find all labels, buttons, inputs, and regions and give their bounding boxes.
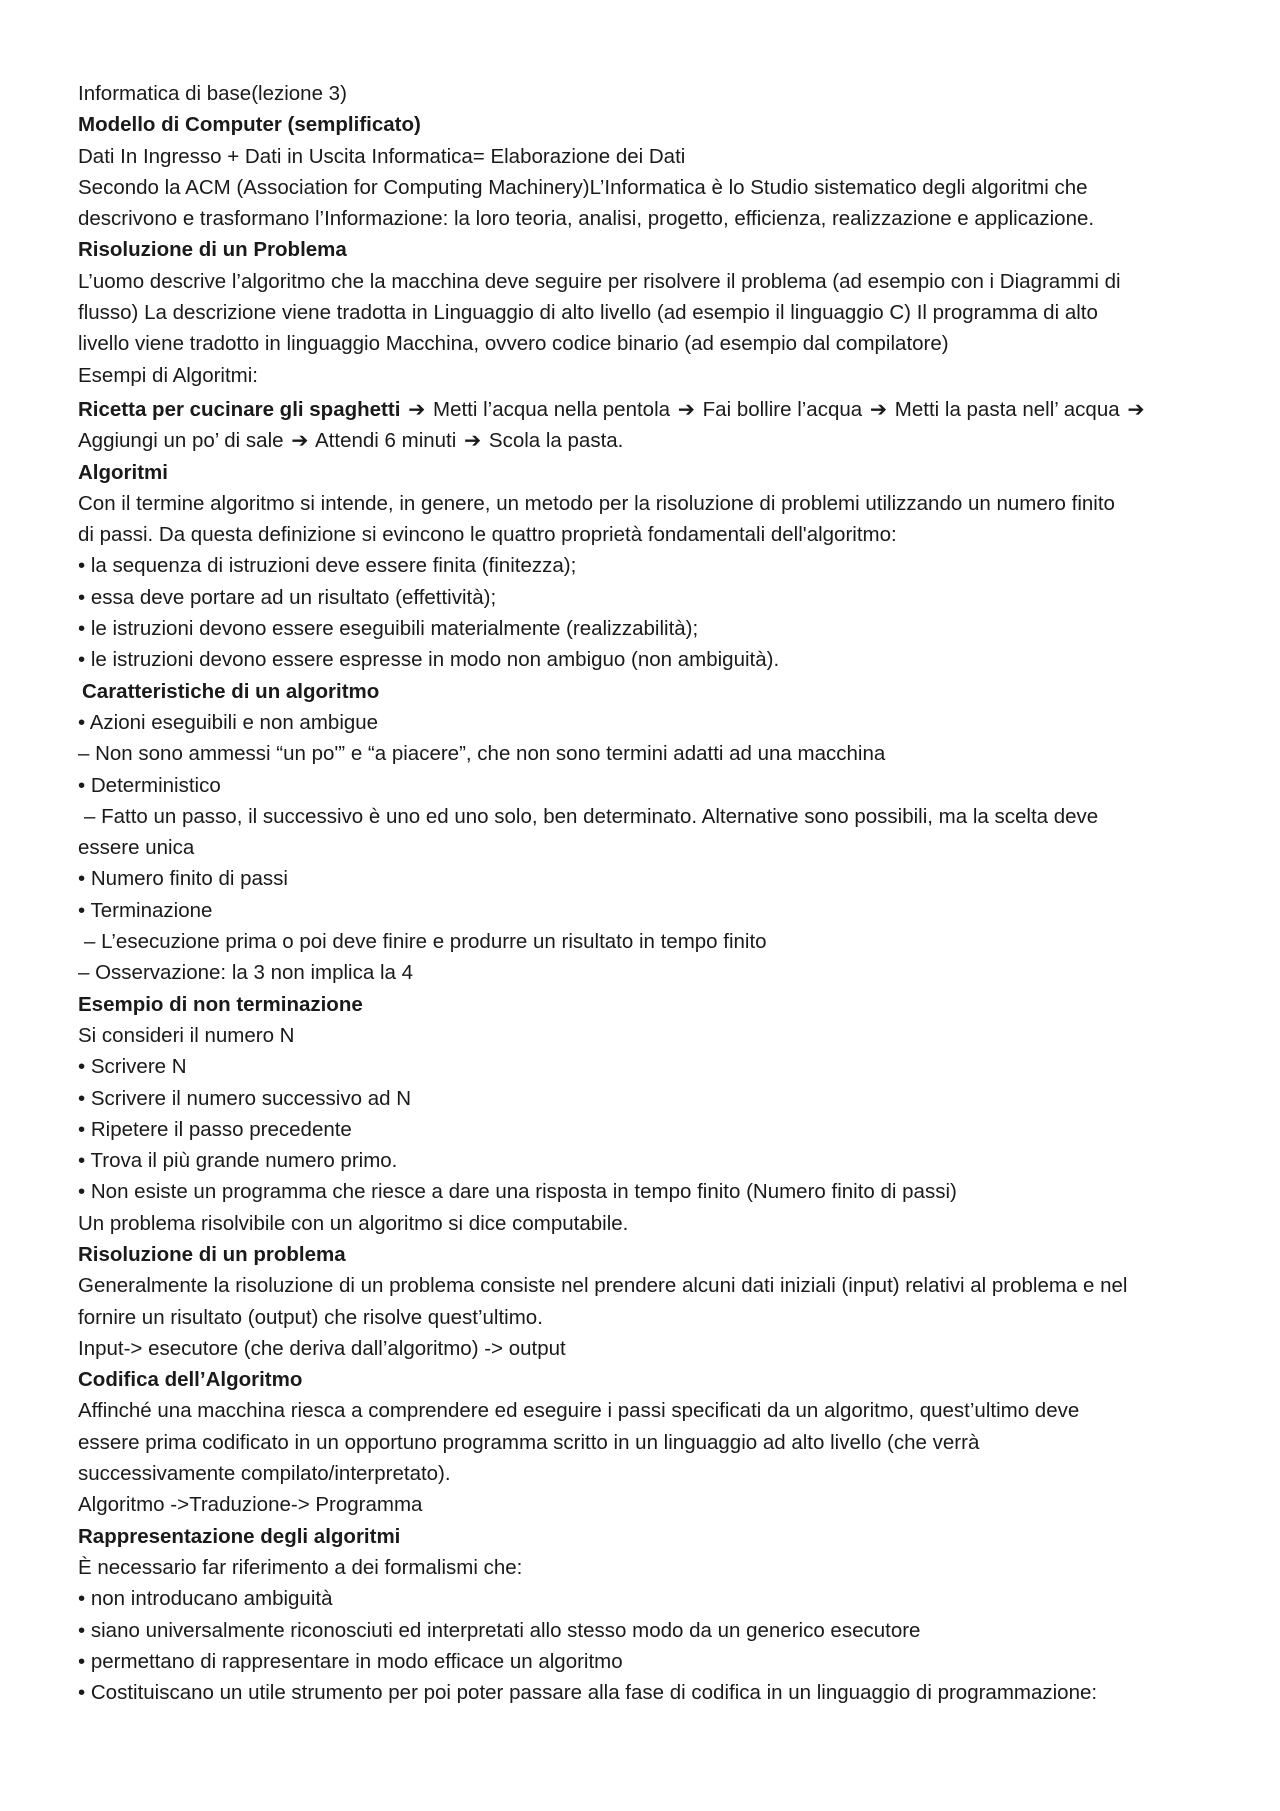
list-item: – Fatto un passo, il successivo è uno ed uno solo, ben determinato. Alternative sono possibili, ma la scelta deve <box>84 804 1099 828</box>
recipe-example <box>78 394 1218 425</box>
course-title: Informatica di base(lezione 3) <box>78 82 347 105</box>
recipe-example-continued <box>78 425 1218 456</box>
paragraph-line: Secondo la ACM (Association for Computing Machinery)L’Informatica è lo Studio sistematico degli algoritmi che <box>78 175 1088 199</box>
section-heading-problem-solving: Risoluzione di un Problema <box>78 238 347 262</box>
recipe-step: Attendi 6 minuti <box>315 429 457 453</box>
list-item: • Scrivere N <box>78 1055 187 1079</box>
paragraph-line: livello viene tradotto in linguaggio Macchina, ovvero codice binario (ad esempio dal compilatore) <box>78 332 949 356</box>
recipe-step: Metti l’acqua nella pentola <box>433 397 671 421</box>
section-heading-problem-resolution: Risoluzione di un problema <box>78 1242 346 1266</box>
list-item: • essa deve portare ad un risultato (effettività); <box>78 585 497 609</box>
list-item: • Terminazione <box>78 898 213 922</box>
recipe-step: Scola la pasta. <box>488 429 624 453</box>
recipe-step: Aggiungi un po’ di sale <box>78 429 284 453</box>
section-heading-characteristics: Caratteristiche di un algoritmo <box>82 679 380 703</box>
list-item: • Azioni eseguibili e non ambigue <box>78 710 379 734</box>
paragraph-line: Affinché una macchina riesca a comprendere ed eseguire i passi specificati da un algoritmo, quest’ultimo deve <box>78 1399 1080 1423</box>
arrow-right-icon: ➔ <box>1127 397 1145 421</box>
recipe-step: Metti la pasta nell’ acqua <box>894 397 1120 421</box>
list-item: • Trova il più grande numero primo. <box>78 1149 398 1173</box>
paragraph-line: di passi. Da questa definizione si evincono le quattro proprietà fondamentali dell'algoritmo: <box>78 523 897 547</box>
section-heading-algorithms: Algoritmi <box>78 460 168 484</box>
paragraph-line: Un problema risolvibile con un algoritmo si dice computabile. <box>78 1211 629 1235</box>
paragraph-line: Algoritmo ->Traduzione-> Programma <box>78 1493 423 1517</box>
list-item: • Numero finito di passi <box>78 867 288 891</box>
paragraph-line: È necessario far riferimento a dei formalismi che: <box>78 1555 523 1579</box>
paragraph-line: flusso) La descrizione viene tradotta in Linguaggio di alto livello (ad esempio il linguaggio C) Il programma di alto <box>78 301 1098 325</box>
section-heading-non-termination: Esempio di non terminazione <box>78 992 363 1016</box>
examples-label: Esempi di Algoritmi: <box>78 363 259 387</box>
list-item: • siano universalmente riconosciuti ed interpretati allo stesso modo da un generico esecutore <box>78 1618 921 1642</box>
list-item: • permettano di rappresentare in modo efficace un algoritmo <box>78 1649 623 1673</box>
paragraph-line: L’uomo descrive l’algoritmo che la macchina deve seguire per risolvere il problema (ad esempio con i Diagrammi di <box>78 269 1121 293</box>
list-item: – L’esecuzione prima o poi deve finire e produrre un risultato in tempo finito <box>84 930 767 954</box>
paragraph-line: successivamente compilato/interpretato). <box>78 1462 451 1486</box>
list-item: • Deterministico <box>78 773 221 797</box>
paragraph-line: Si consideri il numero N <box>78 1023 295 1047</box>
document-page <box>78 78 1218 1708</box>
paragraph-line: descrivono e trasformano l’Informazione: la loro teoria, analisi, progetto, efficienza, realizzazione e applicazione. <box>78 207 1095 231</box>
arrow-right-icon: ➔ <box>291 429 309 453</box>
list-item: • le istruzioni devono essere espresse in modo non ambiguo (non ambiguità). <box>78 648 780 672</box>
list-item: • le istruzioni devono essere eseguibili materialmente (realizzabilità); <box>78 617 699 641</box>
arrow-right-icon: ➔ <box>677 397 695 421</box>
section-heading-algorithm-representation: Rappresentazione degli algoritmi <box>78 1524 401 1548</box>
list-item: • Scrivere il numero successivo ad N <box>78 1086 412 1110</box>
paragraph-line: essere prima codificato in un opportuno programma scritto in un linguaggio ad alto livello (che verrà <box>78 1430 980 1454</box>
list-item: – Osservazione: la 3 non implica la 4 <box>78 961 414 985</box>
arrow-right-icon: ➔ <box>869 397 888 421</box>
paragraph-line: Con il termine algoritmo si intende, in genere, un metodo per la risoluzione di problemi utilizzando un numero finito <box>78 491 1115 515</box>
paragraph-line: Dati In Ingresso + Dati in Uscita Informatica= Elaborazione dei Dati <box>78 144 686 168</box>
arrow-right-icon: ➔ <box>464 429 482 453</box>
paragraph-line: Generalmente la risoluzione di un problema consiste nel prendere alcuni dati iniziali (input) relativi al problema e nel <box>78 1274 1128 1298</box>
list-item: – Non sono ammessi “un po'” e “a piacere”, che non sono termini adatti ad una macchina <box>78 742 886 766</box>
paragraph-line: Input-> esecutore (che deriva dall’algoritmo) -> output <box>78 1336 566 1360</box>
recipe-title: Ricetta per cucinare gli spaghetti <box>78 397 401 421</box>
arrow-right-icon: ➔ <box>408 397 426 421</box>
list-item: • Costituiscano un utile strumento per poi poter passare alla fase di codifica in un linguaggio di programmazione: <box>78 1681 1098 1705</box>
list-item: • non introducano ambiguità <box>78 1587 333 1611</box>
list-item: • Non esiste un programma che riesce a dare una risposta in tempo finito (Numero finito di passi) <box>78 1180 957 1204</box>
paragraph-line: fornire un risultato (output) che risolve quest’ultimo. <box>78 1305 543 1329</box>
section-heading-algorithm-coding: Codifica dell’Algoritmo <box>78 1368 303 1392</box>
list-item: essere unica <box>78 836 195 860</box>
list-item: • la sequenza di istruzioni deve essere finita (finitezza); <box>78 554 577 578</box>
list-item: • Ripetere il passo precedente <box>78 1117 352 1141</box>
section-heading-computer-model: Modello di Computer (semplificato) <box>78 113 421 137</box>
recipe-step: Fai bollire l’acqua <box>702 397 863 421</box>
